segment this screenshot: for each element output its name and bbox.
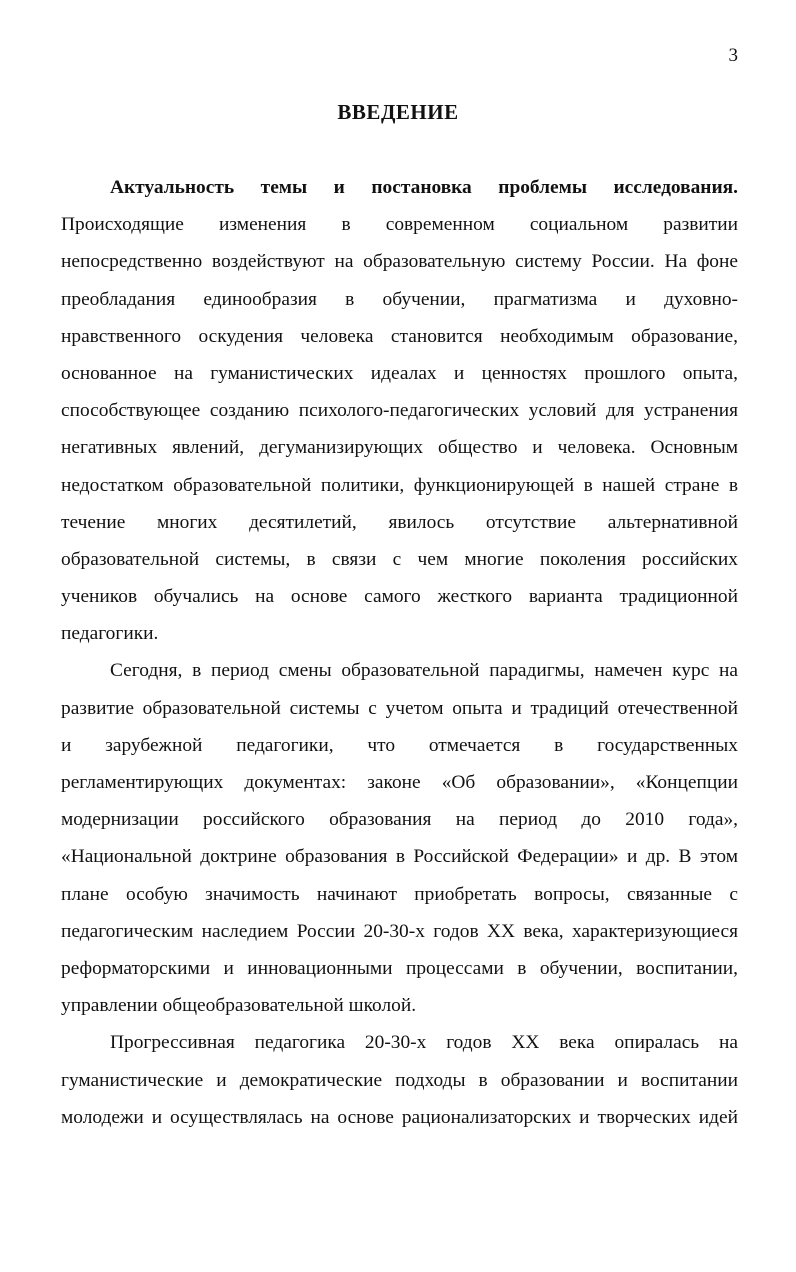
paragraph-line: негативных явлений, дегуманизирующих общество и человека. Основным — [61, 437, 738, 459]
page-title: ВВЕДЕНИЕ — [337, 100, 459, 124]
paragraph-line: плане особую значимость начинают приобретать вопросы, связанные с — [61, 883, 738, 905]
paragraph-line: молодежи и осуществлялась на основе рационализаторских и творческих идей — [61, 1106, 738, 1128]
paragraph-line: педагогики. — [61, 623, 159, 645]
paragraph-line: образовательной системы, в связи с чем многие поколения российских — [61, 548, 738, 570]
paragraph-line: педагогическим наследием России 20-30-х годов XX века, характеризующиеся — [61, 920, 738, 942]
paragraph-progressive-pedagogy — [61, 1024, 738, 1136]
paragraph-line: Происходящие изменения в современном социальном развитии — [61, 214, 738, 236]
paragraph-line: учеников обучались на основе самого жесткого варианта традиционной — [61, 586, 738, 608]
paragraph-line: преобладания единообразия в обучении, прагматизма и духовно- — [61, 288, 738, 310]
paragraph-line: управлении общеобразовательной школой. — [61, 995, 417, 1017]
paragraph-line: течение многих десятилетий, явилось отсутствие альтернативной — [61, 511, 738, 533]
paragraph-line: гуманистические и демократические подходы в образовании и воспитании — [61, 1069, 738, 1091]
paragraph-line: развитие образовательной системы с учетом опыта и традиций отечественной — [61, 697, 738, 719]
paragraph-line: непосредственно воздействуют на образовательную систему России. На фоне — [61, 251, 738, 273]
paragraph-line: реформаторскими и инновационными процессами в обучении, воспитании, — [61, 957, 738, 979]
page-number: 3 — [728, 45, 738, 66]
paragraph-line: Сегодня, в период смены образовательной парадигмы, намечен курс на — [110, 660, 738, 682]
paragraph-line: способствующее созданию психолого-педагогических условий для устранения — [61, 400, 738, 422]
paragraph-paradigm — [61, 652, 738, 1024]
paragraph-line: модернизации российского образования на период до 2010 года», — [61, 809, 738, 831]
body-text — [61, 169, 738, 1136]
paragraph-line: регламентирующих документах: законе «Об образовании», «Концепции — [61, 772, 738, 793]
paragraph-line: и зарубежной педагогики, что отмечается в государственных — [61, 734, 738, 756]
paragraph-line: Актуальность темы и постановка проблемы исследования. — [110, 177, 738, 198]
paragraph-line: основанное на гуманистических идеалах и ценностях прошлого опыта, — [61, 362, 738, 384]
paragraph-line: «Национальной доктрине образования в Российской Федерации» и др. В этом — [61, 846, 738, 868]
paragraph-relevance — [61, 169, 738, 652]
paragraph-line: Прогрессивная педагогика 20-30-х годов XX века опиралась на — [110, 1032, 738, 1054]
paragraph-line: нравственного оскудения человека становится необходимым образование, — [61, 325, 738, 347]
paragraph-line: недостатком образовательной политики, функционирующей в нашей стране в — [61, 474, 738, 496]
